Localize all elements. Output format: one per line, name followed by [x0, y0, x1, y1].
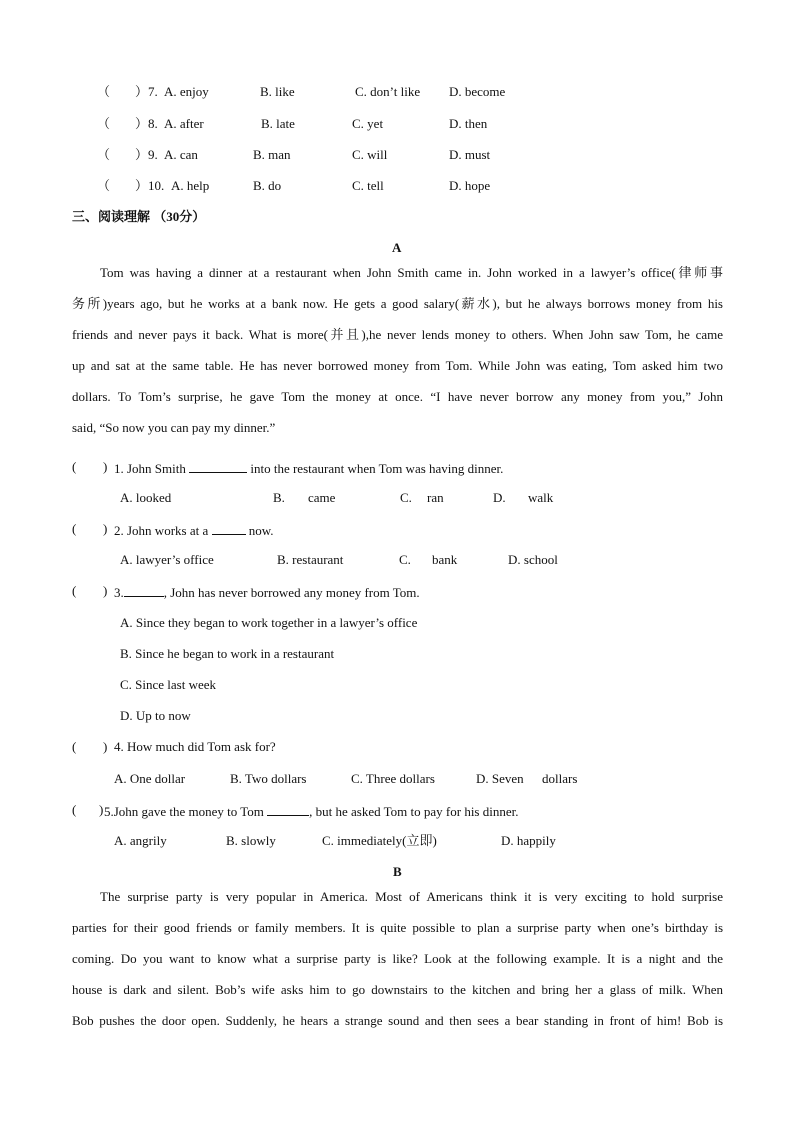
passage-line: house is dark and silent. Bob’s wife asks him to go downstairs to the kitchen and bring her a glass of milk. When	[72, 982, 723, 997]
passage-line: friends and never pays it back. What is more(并且),he never lends money to others. When John saw Tom, he came	[72, 327, 723, 342]
passage-a-text	[72, 257, 723, 443]
answer-paren-open: (	[72, 459, 77, 474]
passage-line: up and sat at the same table. He has never borrowed money from Tom. While John was eating, Tom asked him two	[72, 358, 723, 373]
option-d-text: walk	[528, 490, 554, 505]
option-d: D. Up to now	[120, 708, 191, 723]
question-number: 10.	[148, 178, 165, 193]
option-b: B. do	[253, 178, 282, 193]
option-a: A. help	[171, 178, 210, 193]
option-c: C. Since last week	[120, 677, 217, 692]
passage-line: Bob pushes the door open. Suddenly, he hears a strange sound and then sees a bear standing in front of him! Bob is	[72, 1013, 723, 1028]
answer-paren-close: )	[103, 739, 108, 754]
option-b-letter: B.	[273, 490, 285, 505]
answer-paren-close: ）	[135, 147, 149, 162]
option-a: A. lawyer’s office	[120, 552, 214, 567]
option-b: B. man	[253, 147, 291, 162]
option-a: A. enjoy	[164, 84, 209, 99]
question-number: 7.	[148, 84, 158, 99]
answer-paren-open: (	[72, 739, 77, 754]
answer-blank	[124, 584, 164, 597]
option-d: D. happily	[501, 833, 556, 848]
option-c: C. tell	[352, 178, 384, 193]
option-a: A. can	[164, 147, 198, 162]
answer-paren-open: (	[72, 802, 77, 817]
passage-b-label: B	[393, 864, 402, 879]
passage-a-label: A	[392, 240, 402, 255]
question-stem: 2. John works at a now.	[114, 523, 274, 538]
answer-blank	[267, 803, 309, 816]
option-a: A. after	[164, 116, 204, 131]
option-c: C. yet	[352, 116, 384, 131]
option-d: D. then	[449, 116, 488, 131]
option-c: C. immediately(立即)	[322, 833, 437, 848]
option-b: B. restaurant	[277, 552, 344, 567]
answer-paren-close: ）	[135, 84, 149, 99]
option-c-letter: C.	[400, 490, 412, 505]
option-b: B. Since he began to work in a restaurant	[120, 646, 335, 661]
option-d: D. become	[449, 84, 506, 99]
answer-paren-open: （	[97, 84, 111, 99]
question-stem: 4. How much did Tom ask for?	[114, 739, 276, 754]
answer-paren-close: ）	[135, 178, 149, 193]
passage-line: The surprise party is very popular in America. Most of Americans think it is very exciting to hold surprise	[100, 889, 723, 904]
option-d: D. hope	[449, 178, 491, 193]
option-b: B. slowly	[226, 833, 276, 848]
answer-paren-open: (	[72, 583, 77, 598]
option-c: C. Three dollars	[351, 771, 435, 786]
option-b: B. Two dollars	[230, 771, 307, 786]
answer-paren-open: （	[97, 178, 111, 193]
question-number: 9.	[148, 147, 158, 162]
option-a: A. angrily	[114, 833, 167, 848]
option-b: B. late	[261, 116, 295, 131]
option-c: C. don’t like	[355, 84, 421, 99]
option-d-unit: dollars	[542, 771, 578, 786]
section-heading: 三、阅读理解 （30分）	[72, 209, 206, 224]
option-b-text: came	[308, 490, 336, 505]
option-a: A. looked	[120, 490, 172, 505]
passage-line: dollars. To Tom’s surprise, he gave Tom the money at once. “I have never borrow any money from you,” John	[72, 389, 723, 404]
answer-paren-close: )	[103, 521, 108, 536]
question-stem: 5.John gave the money to Tom , but he asked Tom to pay for his dinner.	[104, 804, 519, 819]
question-number: 8.	[148, 116, 158, 131]
answer-blank	[189, 460, 247, 473]
passage-line: said, “So now you can pay my dinner.”	[72, 420, 276, 435]
option-a: A. One dollar	[114, 771, 186, 786]
option-d: D. school	[508, 552, 558, 567]
answer-paren-open: (	[72, 521, 77, 536]
answer-paren-open: （	[97, 116, 111, 131]
answer-paren-close: ）	[135, 116, 149, 131]
option-d: D. must	[449, 147, 491, 162]
passage-line: Tom was having a dinner at a restaurant when John Smith came in. John worked in a lawyer’s office(律师事	[100, 265, 723, 280]
option-d-text: D. Seven	[476, 771, 524, 786]
question-stem: 3. , John has never borrowed any money from Tom.	[114, 585, 420, 600]
question-stem: 1. John Smith into the restaurant when Tom was having dinner.	[114, 461, 504, 476]
option-c-letter: C.	[399, 552, 411, 567]
option-c-text: bank	[432, 552, 458, 567]
passage-line: coming. Do you want to know what a surprise party is like? Look at the following example. It is a night and the	[72, 951, 723, 966]
answer-paren-close: )	[103, 459, 108, 474]
passage-line: 务所)years ago, but he works at a bank now. He gets a good salary(薪水), but he always borrows money from his	[72, 296, 723, 311]
option-b: B. like	[260, 84, 295, 99]
answer-paren-close: )	[99, 802, 104, 817]
option-a: A. Since they began to work together in a lawyer’s office	[120, 615, 418, 630]
passage-b-text	[72, 881, 723, 1036]
answer-paren-open: （	[97, 147, 111, 162]
answer-blank	[212, 522, 246, 535]
option-c-text: ran	[427, 490, 444, 505]
option-d-letter: D.	[493, 490, 506, 505]
option-c: C. will	[352, 147, 388, 162]
passage-line: parties for their good friends or family members. It is quite possible to plan a surprise party when one’s birthday is	[72, 920, 723, 935]
answer-paren-close: )	[103, 583, 108, 598]
